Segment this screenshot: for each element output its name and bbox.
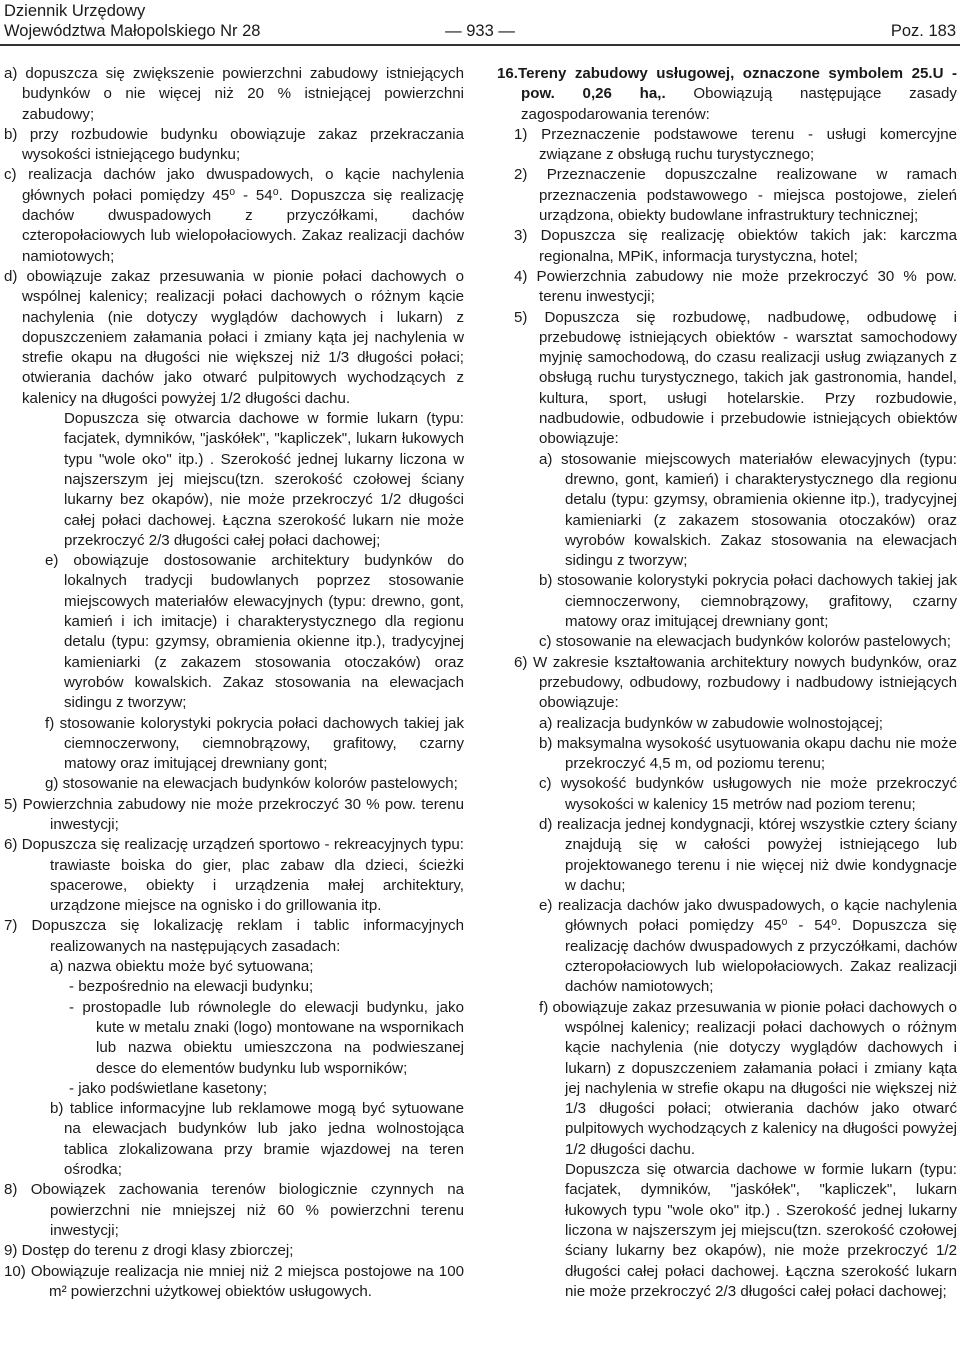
paragraph: 2) Przeznaczenie dopuszczalne realizowane w ramach przeznaczenia podstawowego - miejsca postojowe, zieleń urządzona, obiekty budowlane infrastruktury technicznej; [514,166,957,225]
paragraph: b) maksymalna wysokość usytuowania okapu dachu nie może przekroczyć 4,5 m, od poziomu terenu; [539,734,957,773]
paragraph: 7) Dopuszcza się lokalizację reklam i tablic informacyjnych realizowanych na następujących zasadach: [4,917,464,955]
paragraph: 1) Przeznaczenie podstawowe terenu - usługi komercyjne związane z obsługą ruchu turystycznego; [514,125,957,164]
paragraph: b) tablice informacyjne lub reklamowe mogą być sytuowane na elewacjach budynków lub jako jedna wolnostojąca tablica zlokalizowana przy bramie wjazdowej na teren ośrodka; [50,1100,464,1179]
paragraph: d) realizacja jednej kondygnacji, której wszystkie cztery ściany znajdują się w całości powyżej istniejącego lub projektowanego terenu i nie więcej niż dwie kondygnacje w dachu; [539,815,957,894]
paragraph: 3) Dopuszcza się realizację obiektów takich jak: karczma regionalna, MPiK, informacja turystyczna, hotel; [514,227,957,265]
paragraph: c) wysokość budynków usługowych nie może przekroczyć wysokości w kalenicy 15 metrów nad poziom terenu; [539,775,957,813]
paragraph: 6) Dopuszcza się realizację urządzeń sportowo - rekreacyjnych typu: trawiaste boiska do gier, plac zabaw dla dzieci, ścieżki spacerowe, obiekty i urządzenia małej architektury, urządzone miejsce na ognisko i do grillowania itp. [4,836,464,915]
paragraph: 9) Dostęp do terenu z drogi klasy zbiorczej; [4,1242,294,1260]
section-title: 16.Tereny zabudowy usługowej, oznaczone symbolem 25.U - pow. 0,26 ha,. [497,65,957,103]
paragraph: 5) Dopuszcza się rozbudowę, nadbudowę, odbudowę i przebudowę istniejących obiektów - warsztat samochodowy myjnię samochodową, do czasu realizacji usług związanych z obsługą ruchu turystycznego, takich jak gastronomia, handel, kultura, sport, usługi hotelarskie. Przy rozbudowie, nadbudowie, odbudowie i przebudowie istniejących obiektów obowiązuje: [514,308,957,448]
paragraph: f) stosowanie kolorystyki pokrycia połaci dachowych takiej jak ciemnoczerwony, ciemnobrązowy, grafitowy, czarny matowy oraz imitującej drewniany gont; [45,714,464,773]
paragraph: a) realizacja budynków w zabudowie wolnostojącej; [539,714,883,732]
paragraph: Dopuszcza się otwarcia dachowe w formie lukarn (typu: facjatek, dymników, "jaskółek", "kapliczek", lukarn łukowych typu "wole oko" itp.) . Szerokość jednej lukarny liczona w najszerszym jej miejscu(tzn. szerokość czołowej ściany lukarny bez okapów), nie może przekroczyć 1/2 długości całej połaci dachowej. Łączna szerokość lukarn nie może przekroczyć 2/3 długości całej połaci dachowej; [565,1161,957,1300]
paragraph: - jako podświetlane kasetony; [69,1079,268,1097]
paragraph: b) stosowanie kolorystyki pokrycia połaci dachowych takiej jak ciemnoczerwony, ciemnobrązowy, grafitowy, czarny matowy oraz imitującej drewniany gont; [539,572,957,631]
page-number: — 933 — [445,22,515,40]
paragraph: a) stosowanie miejscowych materiałów elewacyjnych (typu: drewno, gont, kamień) i charakterystycznego dla regionu detalu (typu: gzymsy, obramienia okienne itp.), tradycyjnej kamieniarki (z zakazem stosowania otoczaków) oraz wyrobów kowalskich. Zakaz stosowania na elewacjach sidingu z tworzyw; [539,450,957,570]
paragraph: d) obowiązuje zakaz przesuwania w pionie połaci dachowych o wspólnej kalenicy; realizacji połaci dachowych o różnym kącie nachylenia (nie dotyczy wyglądów dachowych i lukarn) z dopuszczeniem załamania połaci i zmiany kąta jej nachylenia w strefie okapu na długości nie większej niż 1/3 długości połaci; otwierania dachów jako otwarć pulpitowych wychodzących z kalenicy na długości powyżej 1/2 długości dachu. [4,267,464,407]
paragraph: a) dopuszcza się zwiększenie powierzchni zabudowy istniejących budynków o nie więcej niż 20 % istniejącej powierzchni zabudowy; [4,65,464,123]
province-issue: Województwa Małopolskiego Nr 28 [4,22,261,40]
paragraph: 4) Powierzchnia zabudowy nie może przekroczyć 30 % pow. terenu inwestycji; [514,267,957,306]
paragraph: a) nazwa obiektu może być sytuowana; [50,958,314,976]
paragraph: - prostopadle lub równolegle do elewacji budynku, jako kute w metalu znaki (logo) montowane na wspornikach lub nazwa obiektu umieszczona na podwieszanej desce do elementów budynku lub wsporników; [69,998,464,1077]
left-column [4,64,464,1302]
journal-title: Dziennik Urzędowy [4,2,146,20]
right-column [497,64,957,1302]
paragraph: c) stosowanie na elewacjach budynków kolorów pastelowych; [539,633,951,651]
paragraph: 6) W zakresie kształtowania architektury nowych budynków, oraz przebudowy, odbudowy, rozbudowy i nadbudowy istniejących obowiązuje: [514,653,957,712]
paragraph: 10) Obowiązuje realizacja nie mniej niż 2 miejsca postojowe na 100 m² powierzchni użytkowej obiektów usługowych. [4,1262,464,1300]
position-number: Poz. 183 [890,22,956,40]
paragraph: - bezpośrednio na elewacji budynku; [69,978,314,996]
paragraph: b) przy rozbudowie budynku obowiązuje zakaz przekraczania wysokości istniejącego budynku; [4,125,464,164]
section-intro: Obowiązują następujące zasady zagospodarowania terenów: [521,85,957,123]
paragraph: 5) Powierzchnia zabudowy nie może przekroczyć 30 % pow. terenu inwestycji; [4,795,464,833]
paragraph: g) stosowanie na elewacjach budynków kolorów pastelowych; [45,775,458,793]
section-heading [497,64,957,125]
paragraph: c) realizacja dachów jako dwuspadowych, o kącie nachylenia głównych połaci pomiędzy 45⁰ - 54⁰. Dopuszcza się realizację dachów dwuspadowych z przyczółkami, dachów czteropołaciowych lub wielopołaciowych. Zakaz realizacji dachów namiotowych; [4,166,464,265]
header-divider [0,44,960,46]
paragraph: e) realizacja dachów jako dwuspadowych, o kącie nachylenia głównych połaci pomiędzy 45⁰ - 54⁰. Dopuszcza się realizację dachów dwuspadowych z przyczółkami, dachów czteropołaciowych lub wielopołaciowych. Zakaz realizacji dachów namiotowych; [539,897,957,996]
page-header [0,0,960,48]
paragraph: 8) Obowiązek zachowania terenów biologicznie czynnych na powierzchni nie mniejszej niż 60 % powierzchni terenu inwestycji; [4,1181,464,1239]
paragraph: f) obowiązuje zakaz przesuwania w pionie połaci dachowych o wspólnej kalenicy; realizacji połaci dachowych o różnym kącie nachylenia (nie dotyczy wyglądów dachowych i lukarn) z dopuszczeniem załamania połaci i zmiany kąta jej nachylenia w strefie okapu na długości nie większej niż 1/3 długości połaci; otwierania dachów jako otwarć pulpitowych wychodzących z kalenicy na długości powyżej 1/2 długości dachu. [539,998,957,1158]
paragraph: Dopuszcza się otwarcia dachowe w formie lukarn (typu: facjatek, dymników, "jaskółek", "kapliczek", lukarn łukowych typu "wole oko" itp.) . Szerokość jednej lukarny liczona w najszerszym jej miejscu(tzn. szerokość czołowej ściany lukarny bez okapów), nie może przekroczyć 1/2 długości całej połaci dachowej. Łączna szerokość lukarn nie może przekroczyć 2/3 długości całej połaci dachowej; [64,410,464,549]
paragraph: e) obowiązuje dostosowanie architektury budynków do lokalnych tradycji budowlanych poprzez stosowanie miejscowych materiałów elewacyjnych (typu: drewno, gont, kamień i ich imitacje) i charakterystycznego dla regionu detalu (typu: gzymsy, obramienia okienne itp.), tradycyjnej kamieniarki (z zakazem stosowania otoczaków) oraz wyrobów kowalskich. Zakaz stosowania na elewacjach sidingu z tworzyw; [45,552,464,712]
